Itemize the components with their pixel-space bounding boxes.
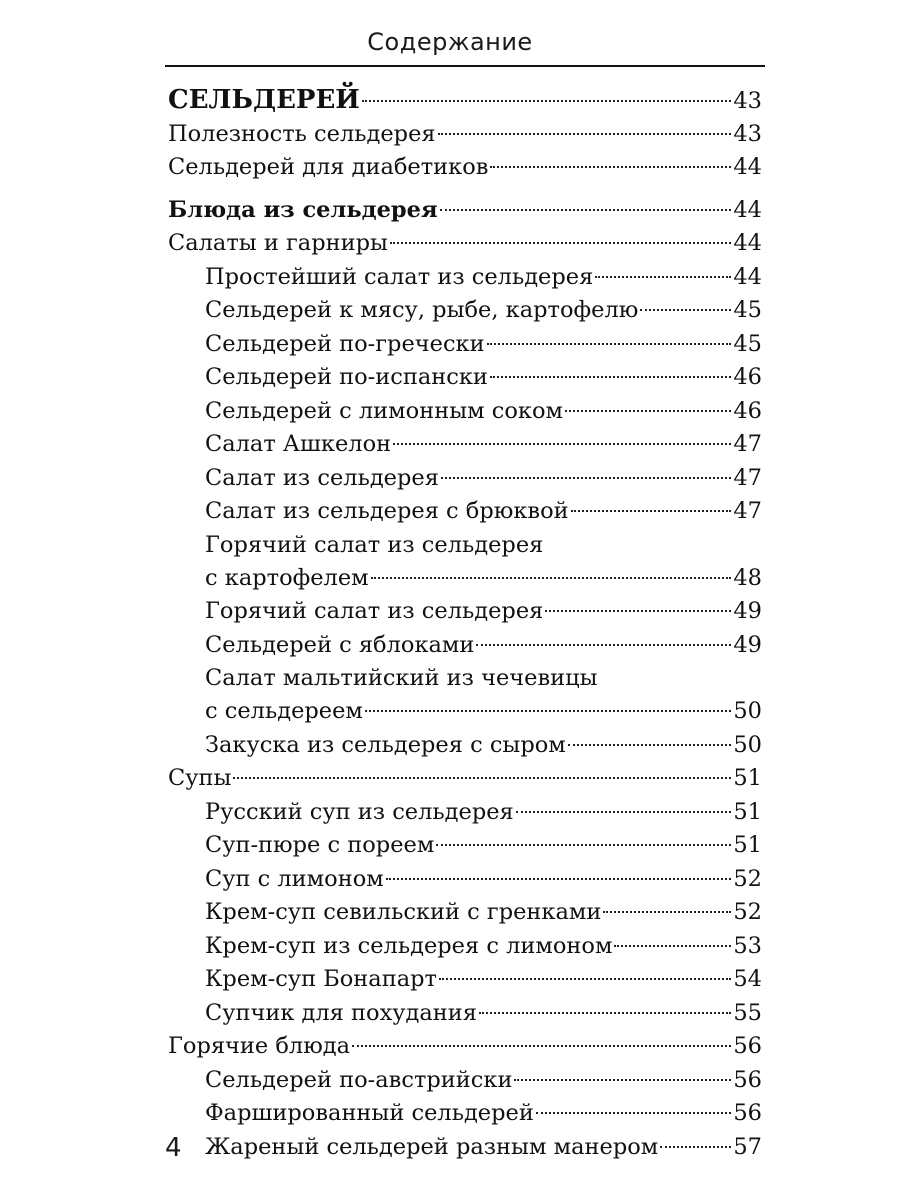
toc-entry[interactable] bbox=[168, 118, 762, 152]
toc-entry-page: 44 bbox=[733, 154, 762, 180]
toc-entry[interactable] bbox=[168, 261, 762, 295]
toc-entry-title: Сельдерей для диабетиков bbox=[168, 154, 489, 180]
leader-dots bbox=[568, 744, 732, 746]
toc-entry-title: Супчик для похудания bbox=[205, 999, 477, 1026]
toc-entry-title: Салат мальтийский из чечевицы bbox=[205, 665, 598, 691]
leader-dots bbox=[386, 878, 732, 880]
toc-entry[interactable] bbox=[168, 997, 762, 1031]
toc-entry-page: 55 bbox=[733, 999, 762, 1026]
toc-entry[interactable] bbox=[168, 863, 762, 897]
toc-entry[interactable] bbox=[168, 695, 762, 729]
toc-entry-page: 50 bbox=[733, 698, 762, 724]
leader-dots bbox=[614, 945, 731, 947]
leader-dots bbox=[660, 1146, 731, 1148]
toc-entry-page: 49 bbox=[733, 631, 762, 658]
toc-entry-page: 57 bbox=[733, 1133, 762, 1160]
toc-entry-title: СЕЛЬДЕРЕЙ bbox=[168, 85, 360, 115]
toc-entry-title: Блюда из сельдерея bbox=[168, 196, 438, 223]
toc-entry-first-line[interactable] bbox=[168, 662, 762, 695]
toc-entry-page: 47 bbox=[733, 498, 762, 524]
toc-entry[interactable] bbox=[168, 963, 762, 997]
toc-entry[interactable] bbox=[168, 1064, 762, 1098]
running-header: Содержание bbox=[367, 28, 533, 56]
toc-entry-page: 43 bbox=[733, 88, 762, 114]
toc-entry[interactable] bbox=[168, 495, 762, 529]
leader-dots bbox=[487, 343, 732, 345]
leader-dots bbox=[479, 1012, 731, 1014]
toc-entry[interactable] bbox=[168, 84, 762, 118]
toc-entry[interactable] bbox=[168, 762, 762, 796]
toc-entry[interactable] bbox=[168, 829, 762, 863]
toc-entry-page: 51 bbox=[733, 798, 762, 825]
toc-entry-title: Салат из сельдерея с брюквой bbox=[205, 498, 569, 524]
leader-dots bbox=[439, 978, 731, 980]
toc-entry[interactable] bbox=[168, 629, 762, 663]
leader-dots bbox=[362, 100, 732, 102]
toc-entry[interactable] bbox=[168, 194, 762, 228]
toc-entry-title: Простейший салат из сельдерея bbox=[205, 263, 594, 290]
toc-entry-page: 53 bbox=[733, 932, 762, 959]
toc-entry-page: 51 bbox=[733, 832, 762, 858]
toc-entry[interactable] bbox=[168, 428, 762, 462]
leader-dots bbox=[390, 242, 731, 244]
leader-dots bbox=[371, 577, 732, 579]
leader-dots bbox=[476, 644, 731, 646]
leader-dots bbox=[565, 410, 731, 412]
toc-entry[interactable] bbox=[168, 1097, 762, 1131]
toc-entry-title: Крем-суп Бонапарт bbox=[205, 966, 437, 992]
toc-entry-title: Сельдерей с яблоками bbox=[205, 631, 475, 658]
toc-entry[interactable] bbox=[168, 930, 762, 964]
leader-dots bbox=[603, 911, 731, 913]
toc-entry-page: 51 bbox=[733, 765, 762, 791]
leader-dots bbox=[545, 610, 731, 612]
toc-entry-title: Сельдерей с лимонным соком bbox=[205, 397, 564, 424]
toc-entry-title: Салаты и гарниры bbox=[168, 230, 388, 256]
toc-entry-title: Салат Ашкелон bbox=[205, 431, 392, 457]
toc-entry[interactable] bbox=[168, 562, 762, 596]
table-of-contents bbox=[168, 84, 762, 1164]
leader-dots bbox=[536, 1112, 732, 1114]
toc-entry[interactable] bbox=[168, 395, 762, 429]
toc-entry[interactable] bbox=[168, 796, 762, 830]
leader-dots bbox=[490, 166, 731, 168]
toc-entry-page: 52 bbox=[733, 865, 762, 892]
toc-entry-page: 50 bbox=[733, 731, 762, 758]
toc-entry-page: 44 bbox=[733, 196, 762, 223]
leader-dots bbox=[595, 276, 731, 278]
leader-dots bbox=[440, 209, 732, 211]
leader-dots bbox=[516, 811, 732, 813]
toc-entry-page: 44 bbox=[733, 230, 762, 256]
toc-entry[interactable] bbox=[168, 1030, 762, 1064]
toc-entry-page: 46 bbox=[733, 364, 762, 390]
page-number: 4 bbox=[165, 1133, 182, 1163]
toc-entry-page: 47 bbox=[733, 464, 762, 491]
toc-entry-title: Суп с лимоном bbox=[205, 865, 384, 892]
toc-entry-page: 47 bbox=[733, 431, 762, 457]
toc-entry-first-line[interactable] bbox=[168, 529, 762, 562]
toc-entry-page: 45 bbox=[733, 330, 762, 357]
toc-entry-page: 45 bbox=[733, 297, 762, 323]
toc-entry[interactable] bbox=[168, 328, 762, 362]
toc-entry-page: 56 bbox=[733, 1033, 762, 1059]
toc-entry-title: Фаршированный сельдерей bbox=[205, 1100, 534, 1126]
leader-dots bbox=[365, 710, 731, 712]
toc-entry-title: Крем-суп севильский с гренками bbox=[205, 899, 602, 925]
leader-dots bbox=[436, 844, 731, 846]
toc-entry-title: Сельдерей по-испански bbox=[205, 364, 488, 390]
toc-entry-title: с картофелем bbox=[205, 564, 369, 591]
toc-entry-title: Сельдерей по-гречески bbox=[205, 330, 485, 357]
toc-entry-title: Салат из сельдерея bbox=[205, 464, 439, 491]
toc-entry-page: 54 bbox=[733, 966, 762, 992]
toc-entry-title: Горячие блюда bbox=[168, 1033, 351, 1059]
toc-entry-title: Крем-суп из сельдерея с лимоном bbox=[205, 932, 613, 959]
toc-entry-title: Горячий салат из сельдерея bbox=[205, 531, 544, 558]
toc-entry-title: Полезность сельдерея bbox=[168, 120, 436, 147]
leader-dots bbox=[352, 1045, 731, 1047]
toc-entry-title: Русский суп из сельдерея bbox=[205, 798, 514, 825]
leader-dots bbox=[571, 510, 732, 512]
toc-entry[interactable] bbox=[168, 151, 762, 185]
toc-entry[interactable] bbox=[168, 294, 762, 328]
toc-entry-title: Сельдерей к мясу, рыбе, картофелю bbox=[205, 297, 639, 323]
leader-dots bbox=[490, 376, 731, 378]
leader-dots bbox=[640, 309, 731, 311]
toc-entry-page: 48 bbox=[733, 564, 762, 591]
leader-dots bbox=[438, 133, 732, 135]
toc-entry-title: с сельдереем bbox=[205, 698, 363, 724]
toc-entry-title: Сельдерей по-австрийски bbox=[205, 1066, 513, 1093]
toc-entry-title: Супы bbox=[168, 765, 232, 791]
leader-dots bbox=[514, 1079, 731, 1081]
toc-entry-title: Закуска из сельдерея с сыром bbox=[205, 731, 566, 758]
toc-entry-page: 56 bbox=[733, 1066, 762, 1093]
header-rule bbox=[165, 65, 765, 67]
toc-entry-page: 49 bbox=[733, 598, 762, 624]
toc-entry[interactable] bbox=[168, 729, 762, 763]
toc-entry-page: 56 bbox=[733, 1100, 762, 1126]
toc-entry-page: 43 bbox=[733, 120, 762, 147]
toc-entry[interactable] bbox=[168, 462, 762, 496]
toc-entry-page: 46 bbox=[733, 397, 762, 424]
toc-entry[interactable] bbox=[168, 896, 762, 930]
toc-entry[interactable] bbox=[168, 361, 762, 395]
toc-entry-title: Горячий салат из сельдерея bbox=[205, 598, 544, 624]
leader-dots bbox=[441, 477, 731, 479]
toc-entry-title: Жареный сельдерей разным манером bbox=[205, 1133, 659, 1160]
toc-entry-page: 44 bbox=[733, 263, 762, 290]
toc-entry[interactable] bbox=[168, 595, 762, 629]
leader-dots bbox=[393, 443, 731, 445]
toc-entry[interactable] bbox=[168, 227, 762, 261]
leader-dots bbox=[233, 777, 731, 779]
toc-entry[interactable] bbox=[168, 1131, 762, 1165]
toc-entry-page: 52 bbox=[733, 899, 762, 925]
toc-entry-title: Суп-пюре с пореем bbox=[205, 832, 435, 858]
